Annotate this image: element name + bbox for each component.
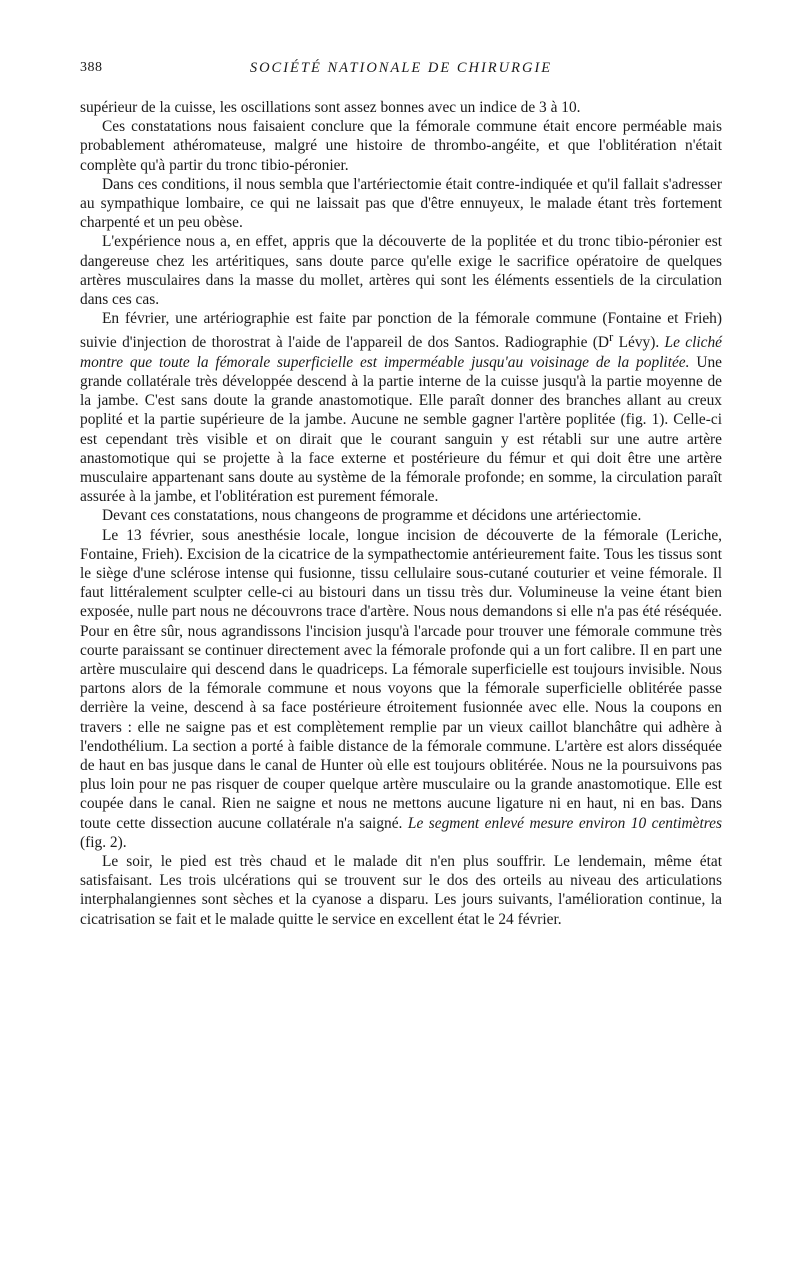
running-header bbox=[80, 58, 722, 84]
page-number: 388 bbox=[80, 60, 103, 75]
paragraph-1: supérieur de la cuisse, les oscillations sont assez bonnes avec un indice de 3 à 10. bbox=[80, 99, 581, 116]
doctor-abbrev-superscript: r bbox=[609, 330, 614, 345]
paragraph-4: L'expérience nous a, en effet, appris que la découverte de la poplitée et du tronc tibio-péronier est dangereuse chez les artéritiques, sans doute parce qu'elle exige le sacrifice opératoire de quelques artères musculaires dans la masse du mollet, artères qui sont les éléments essentiels de la circulation dans ces cas. bbox=[80, 233, 722, 309]
paragraph-5-text-middle: Lévy). bbox=[613, 334, 665, 352]
paragraph-3: Dans ces conditions, il nous sembla que l'artériectomie était contre-indiquée et qu'il fallait s'adresser au sympathique lombaire, ce qui ne laissait pas que d'être ennuyeux, le malade étant très fortement charpenté et un peu obèse. bbox=[80, 175, 722, 232]
running-title: SOCIÉTÉ NATIONALE DE CHIRURGIE bbox=[249, 60, 553, 76]
paragraph-5 bbox=[80, 309, 722, 506]
paragraph-5-italic-quote: Le cliché montre que toute la fémorale superficielle est imperméable jusqu'au voisinage de la poplitée. bbox=[80, 334, 722, 371]
document-page bbox=[80, 58, 722, 929]
paragraph-7-italic-quote: Le segment enlevé mesure environ 10 centimètres bbox=[407, 814, 722, 832]
paragraph-7-text-end: (fig. 2). bbox=[80, 833, 127, 851]
paragraph-5-text-start: En février, une artériographie est faite par ponction de la fémorale commune (Fontaine et Frieh) suivie d'injection de thorostrat à l'aide de l'appareil de dos Santos. Radiographie (D bbox=[80, 310, 722, 352]
paragraph-5-text-end: Une grande collatérale très développée descend à la partie interne de la cuisse jusqu'à la partie moyenne de la jambe. C'est sans doute la grande anastomotique. Elle paraît donner des branches allant au creux poplité et la partie supérieure de la jambe. Aucune ne semble gagner l'artère poplitée (fig. 1). Celle-ci est cependant très visible et on dirait que le courant sanguin y est rétabli sur une autre artère anastomotique qui se projette à la face externe et postérieure du fémur et qui doit être une artère musculaire appartenant sans doute au système de la fémorale profonde; en somme, la circulation paraît assurée à la jambe, et l'oblitération est purement fémorale. bbox=[80, 353, 722, 506]
article-body bbox=[80, 98, 722, 929]
paragraph-8: Le soir, le pied est très chaud et le malade dit n'en plus souffrir. Le lendemain, même état satisfaisant. Les trois ulcérations qui se trouvent sur le dos des orteils au niveau des articulations interphalangiennes sont sèches et la cyanose a disparu. Les jours suivants, l'amélioration continue, la cicatrisation se fait et le malade quitte le service en excellent état le 24 février. bbox=[80, 853, 722, 928]
paragraph-7 bbox=[80, 526, 722, 852]
paragraph-6: Devant ces constatations, nous changeons de programme et décidons une artériectomie. bbox=[102, 507, 642, 525]
paragraph-7-text-start: Le 13 février, sous anesthésie locale, longue incision de découverte de la fémorale (Leriche, Fontaine, Frieh). Excision de la cicatrice de la sympathectomie antérieurement faite. Tous les tissus sont le siège d'une sclérose intense qui fusionne, tissu cellulaire sous-cutané couturier et veine fémorale. Il faut littéralement sculpter celle-ci au bistouri dans un tissu très dur. Volumineuse la veine étant bien exposée, nulle part nous ne découvrons trace d'artère. Nous nous demandons si elle n'a pas été réséquée. Pour en être sûr, nous agrandissons l'incision jusqu'à l'arcade pour trouver une fémorale commune très courte paraissant se continuer directement avec la fémorale profonde qui a un fort calibre. Il en part une artère musculaire qui descend dans le quadriceps. La fémorale superficielle est toujours invisible. Nous partons alors de la fémorale commune et nous voyons que la fémorale superficielle oblitérée passe derrière la veine, descend à sa face postérieure étroitement fusionnée avec elle. Nous la coupons en travers : elle ne saigne pas et est complètement remplie par un vieux caillot blanchâtre qui adhère à l'endothélium. La section a porté à faible distance de la fémorale commune. L'artère est alors disséquée de haut en bas jusque dans le canal de Hunter où elle est toujours oblitérée. Nous ne la poursuivons pas plus loin pour ne pas risquer de couper quelque artère musculaire ou la grande anastomotique. Elle est coupée dans le canal. Rien ne saigne et nous ne mettons aucune ligature ni en haut, ni en bas. Dans toute cette dissection aucune collatérale n'a saigné. bbox=[80, 526, 722, 832]
paragraph-2: Ces constatations nous faisaient conclure que la fémorale commune était encore perméable mais probablement athéromateuse, malgré une histoire de thrombo-angéite, et que l'oblitération n'était complète qu'à partir du tronc tibio-péronier. bbox=[80, 118, 722, 174]
